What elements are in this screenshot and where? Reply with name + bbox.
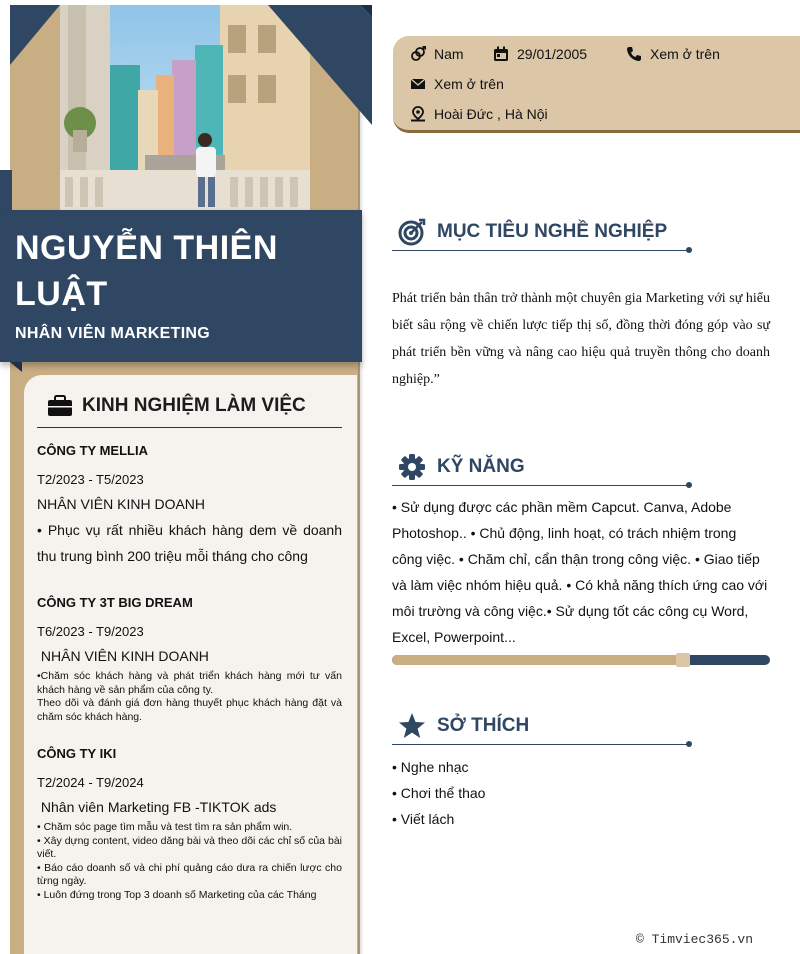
job-period: T6/2023 - T9/2023 xyxy=(37,624,144,639)
hobby-item: • Nghe nhạc xyxy=(392,759,469,775)
experience-divider xyxy=(37,427,342,428)
skills-heading-label: KỸ NĂNG xyxy=(437,456,525,477)
skills-heading xyxy=(398,453,525,481)
job-period: T2/2023 - T5/2023 xyxy=(37,472,144,487)
job-description: • Chăm sóc page tìm mẫu và test tìm ra sản phẩm win. • Xây dựng content, video dăng bài và theo dõi các chỉ số của bài viết. • Báo cáo doanh số và chi phí quảng cáo dưa ra chiến lược cho từng ngày. • Luôn đứng trong Top 3 doanh số Marketing của các Tháng xyxy=(37,821,342,901)
job-role: Nhân viên Marketing FB -TIKTOK ads xyxy=(37,799,277,815)
divider-dot xyxy=(686,741,692,747)
gear-icon xyxy=(398,453,426,481)
contact-address xyxy=(410,106,548,122)
objective-heading xyxy=(398,218,667,246)
contact-email-value: Xem ở trên xyxy=(434,76,504,92)
contact-address-value: Hoài Đức , Hà Nội xyxy=(434,106,548,122)
calendar-icon xyxy=(493,46,509,62)
contact-dob xyxy=(493,46,587,62)
job-description: • Phục vụ rất nhiều khách hàng dem về doanh thu trung bình 200 triệu mỗi tháng cho công xyxy=(37,522,342,564)
contact-dob-value: 29/01/2005 xyxy=(517,46,588,62)
left-column-shadow xyxy=(358,5,364,954)
job-period: T2/2024 - T9/2024 xyxy=(37,775,144,790)
briefcase-icon xyxy=(47,395,73,417)
candidate-title: NHÂN VIÊN MARKETING xyxy=(15,325,211,342)
job-company: CÔNG TY IKI xyxy=(37,746,117,761)
target-icon xyxy=(398,218,426,246)
envelope-icon xyxy=(410,76,426,92)
location-pin-icon xyxy=(410,106,426,122)
divider-dot xyxy=(686,247,692,253)
job-description: •Chăm sóc khách hàng và phát triển khách hàng mới tư vấn khách hàng về sản phẩm của công ty. Theo dõi và đánh giá đơn hàng thuyết phục khách hàng đặt và chăm sóc khách hàng. xyxy=(37,670,342,723)
contact-gender xyxy=(410,46,464,62)
hobby-item: • Viết lách xyxy=(392,811,455,827)
skills-divider xyxy=(392,485,690,486)
hobbies-heading-label: SỞ THÍCH xyxy=(437,715,530,736)
phone-icon xyxy=(626,46,642,62)
job-role: NHÂN VIÊN KINH DOANH xyxy=(37,648,209,664)
job-role: NHÂN VIÊN KINH DOANH xyxy=(37,496,206,512)
contact-phone xyxy=(626,46,720,62)
contact-email xyxy=(410,76,504,92)
star-icon xyxy=(398,712,426,740)
skill-level-bar xyxy=(392,655,770,665)
banner-fold xyxy=(10,362,22,372)
objective-heading-label: MỤC TIÊU NGHỀ NGHIỆP xyxy=(437,221,668,242)
side-ribbon xyxy=(0,170,12,210)
gender-icon xyxy=(410,46,426,62)
skill-level-fill xyxy=(392,655,683,665)
footer-credit: © Timviec365.vn xyxy=(636,932,754,947)
skills-text: • Sử dụng được các phần mềm Capcut. Canva, Adobe Photoshop.. • Chủ động, linh hoạt, có trách nhiệm trong công việc. • Chăm chỉ, cẩn thận trong công việc. • Giao tiếp và làm việc nhóm hiệu quả. • Có khả năng thích ứng cao với môi trường và công việc.• Sử dụng tốt các công cụ Word, Excel, Powerpoint... xyxy=(392,499,768,645)
objective-text: Phát triển bản thân trở thành một chuyên gia Marketing với sự hiểu biết sâu rộng về chiến lược tiếp thị số, đồng thời đóng góp vào sự phát triển bền vững và nâng cao hiệu quả truyền thông cho doanh nghiệp.” xyxy=(392,291,770,387)
candidate-name: NGUYỄN THIÊN LUẬT xyxy=(15,229,278,313)
hobbies-heading xyxy=(398,712,529,740)
skill-level-knob xyxy=(676,653,690,667)
corner-ribbon xyxy=(10,5,60,65)
contact-phone-value: Xem ở trên xyxy=(650,46,720,62)
job-company: CÔNG TY MELLIA xyxy=(37,443,148,458)
hobbies-divider xyxy=(392,744,690,745)
job-company: CÔNG TY 3T BIG DREAM xyxy=(37,595,193,610)
objective-divider xyxy=(392,250,690,251)
hobby-item: • Chơi thể thao xyxy=(392,785,486,801)
divider-dot xyxy=(686,482,692,488)
contact-gender-value: Nam xyxy=(434,46,464,62)
experience-heading xyxy=(47,395,306,417)
corner-ribbon xyxy=(268,5,372,125)
experience-heading-label: KINH NGHIỆM LÀM VIỆC xyxy=(82,395,306,416)
